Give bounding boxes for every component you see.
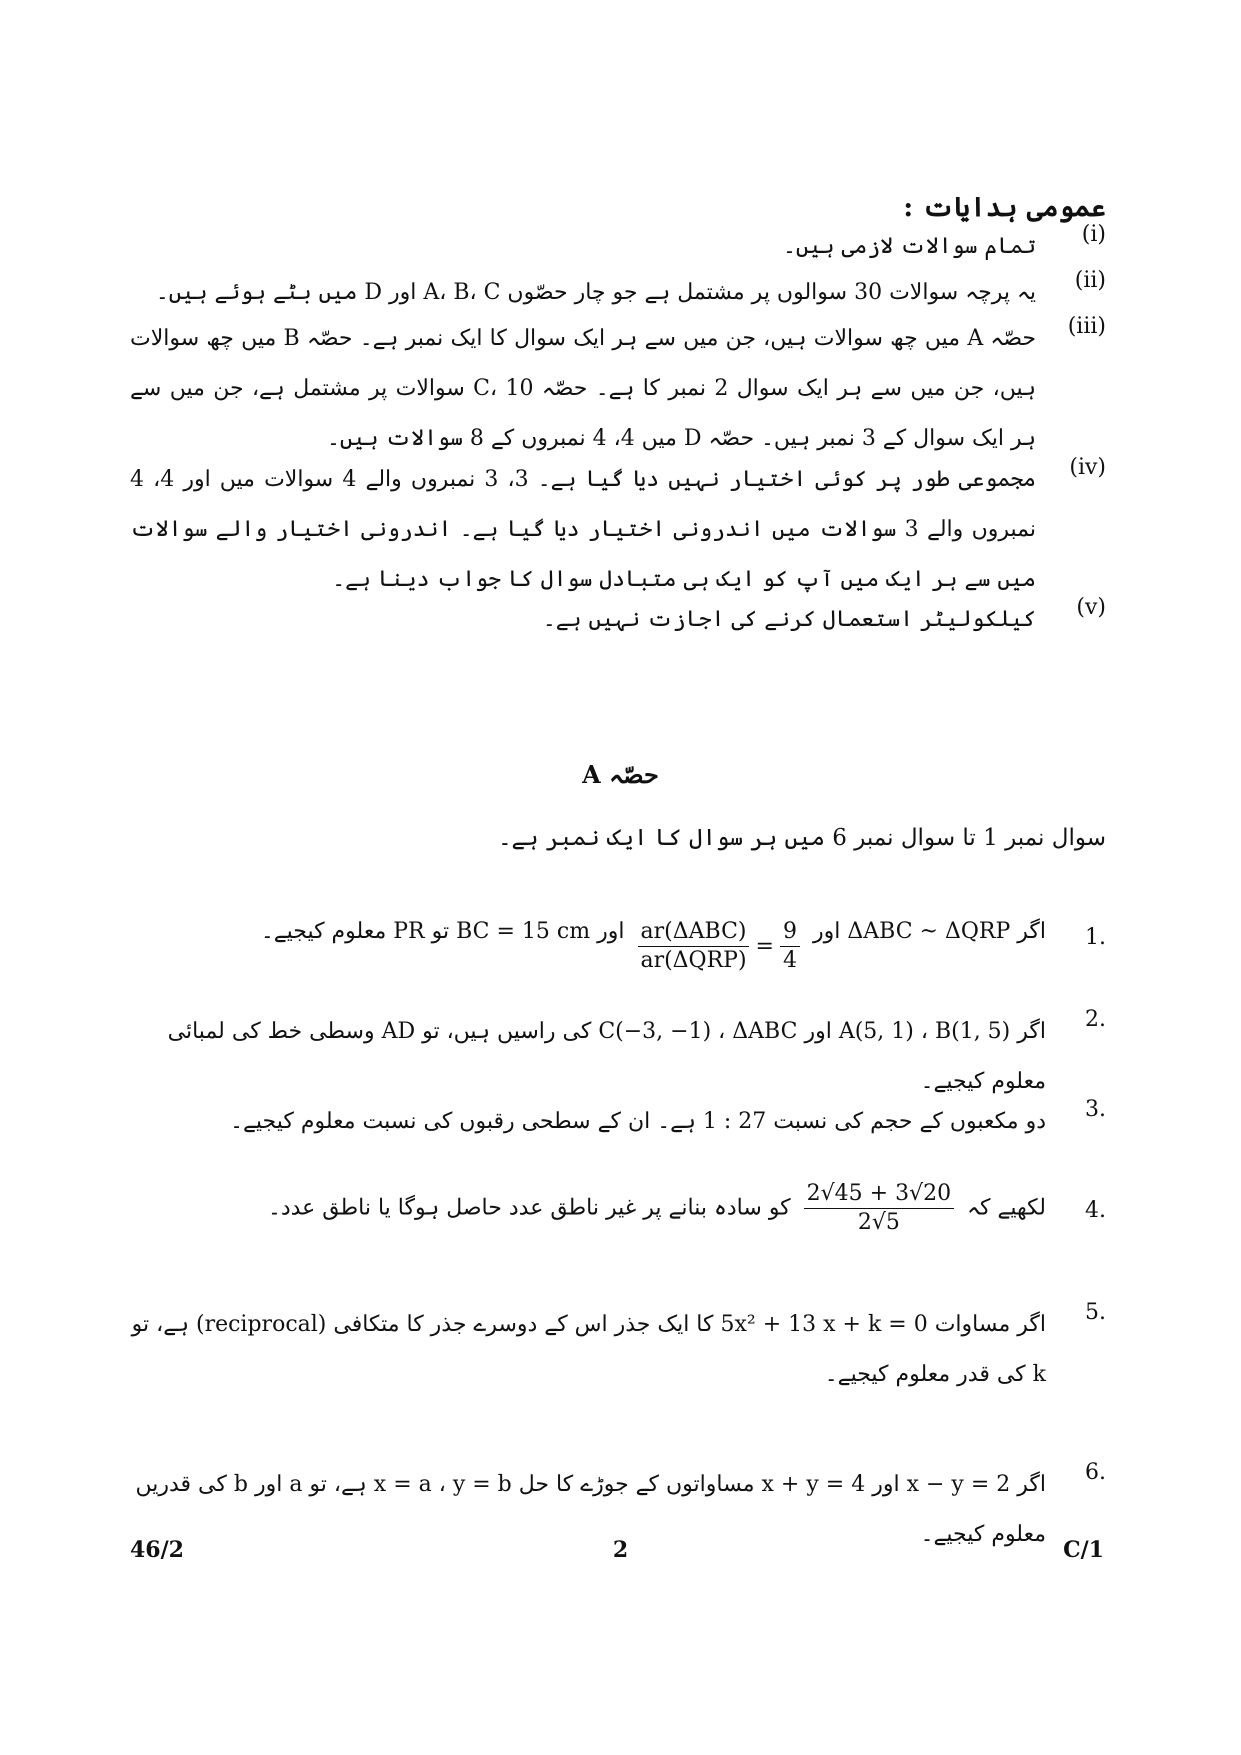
instruction-text: یہ پرچہ سوالات 30 سوالوں پر مشتمل ہے جو چار حصّوں A، B، C اور D میں بٹے ہوئے ہیں۔ [155, 280, 1036, 305]
question-text: اگر A(5, 1) ، B(1, 5) اور C(−3, −1) ، ΔABC کی راسیں ہیں، تو AD وسطی خط کی لمبائی معلوم کیجیے۔ [167, 1019, 1046, 1094]
section-subheading: سوال نمبر 1 تا سوال نمبر 6 میں ہر سوال کا ایک نمبر ہے۔ [498, 825, 1106, 851]
question-text: لکھیے کہ $\frac{2√45 + 3√20}{2√5}$ کو سادہ بنانے پر غیر ناطق عدد حاصل ہوگا یا ناطق عدد۔ [267, 1181, 1046, 1235]
instruction-item [130, 268, 1106, 318]
instruction-text: کیلکولیٹر استعمال کرنے کی اجازت نہیں ہے۔ [542, 607, 1036, 632]
instruction-number: (iii) [1067, 314, 1106, 339]
question-4 [130, 1180, 1106, 1237]
instruction-text: مجموعی طور پر کوئی اختیار نہیں دیا گیا ہے۔ 3، 3 نمبروں والے 4 سوالات میں اور 4، 4 نمبروں والے 3 سوالات میں اندرونی اختیار دیا گیا ہے۔ اندرونی اختیار والے سوالات میں سے ہر ایک میں آپ کو ایک ہی متبادل سوال کا جواب دینا ہے۔ [130, 467, 1037, 592]
question-number: 4. [1085, 1198, 1106, 1223]
instruction-text: تمام سوالات لازمی ہیں۔ [782, 234, 1036, 259]
instruction-item [130, 314, 1106, 464]
question-number: 2. [1085, 1007, 1106, 1032]
question-3 [130, 1097, 1106, 1147]
question-text: اگر مساوات 5x² + 13 x + k = 0 کا ایک جذر اس کے دوسرے جذر کا متکافی (reciprocal) ہے، تو k کی قدر معلوم کیجیے۔ [131, 1312, 1046, 1387]
question-1 [130, 907, 1106, 975]
question-number: 6. [1085, 1460, 1106, 1485]
question-text: اگر ΔABC ~ ΔQRP اور $\frac{\text{ar(ΔABC)}}{\text{ar(ΔQRP)}}$ = $\frac{9}{4}$ اور BC = 15 cm تو PR معلوم کیجیے۔ [260, 919, 1046, 973]
question-text: اگر x − y = 2 اور x + y = 4 مساواتوں کے جوڑے کا حل x = a ، y = b ہے، تو a اور b کی قدریں معلوم کیجیے۔ [135, 1472, 1046, 1547]
instruction-text: حصّہ A میں چھ سوالات ہیں، جن میں سے ہر ایک سوال کا ایک نمبر ہے۔ حصّہ B میں چھ سوالات ہیں، جن میں سے ہر ایک سوال 2 نمبر کا ہے۔ حصّہ C، 10 سوالات پر مشتمل ہے، جن میں سے ہر ایک سوال کے 3 نمبر ہیں۔ حصّہ D میں 4، 4 نمبروں کے 8 سوالات ہیں۔ [130, 326, 1037, 451]
paper-code: 46/2 [130, 1537, 184, 1563]
question-number: 3. [1085, 1097, 1106, 1122]
set-code: C/1 [1063, 1537, 1104, 1563]
general-instructions-title: عمومی ہدایات : [903, 192, 1106, 223]
instruction-item [130, 455, 1106, 605]
instruction-number: (iv) [1069, 455, 1106, 480]
question-number: 5. [1085, 1300, 1106, 1325]
instruction-item [130, 222, 1106, 272]
question-5 [130, 1300, 1106, 1400]
question-number: 1. [1085, 925, 1106, 950]
question-2 [130, 1007, 1106, 1107]
question-text: دو مکعبوں کے حجم کی نسبت 1 : 27 ہے۔ ان کے سطحی رقبوں کی نسبت معلوم کیجیے۔ [230, 1109, 1046, 1134]
instruction-number: (i) [1081, 222, 1106, 247]
instruction-number: (v) [1076, 595, 1106, 620]
section-heading: حصّہ A [582, 760, 659, 789]
page-number: 2 [612, 1537, 629, 1563]
instruction-item [130, 595, 1106, 645]
instruction-number: (ii) [1074, 268, 1106, 293]
